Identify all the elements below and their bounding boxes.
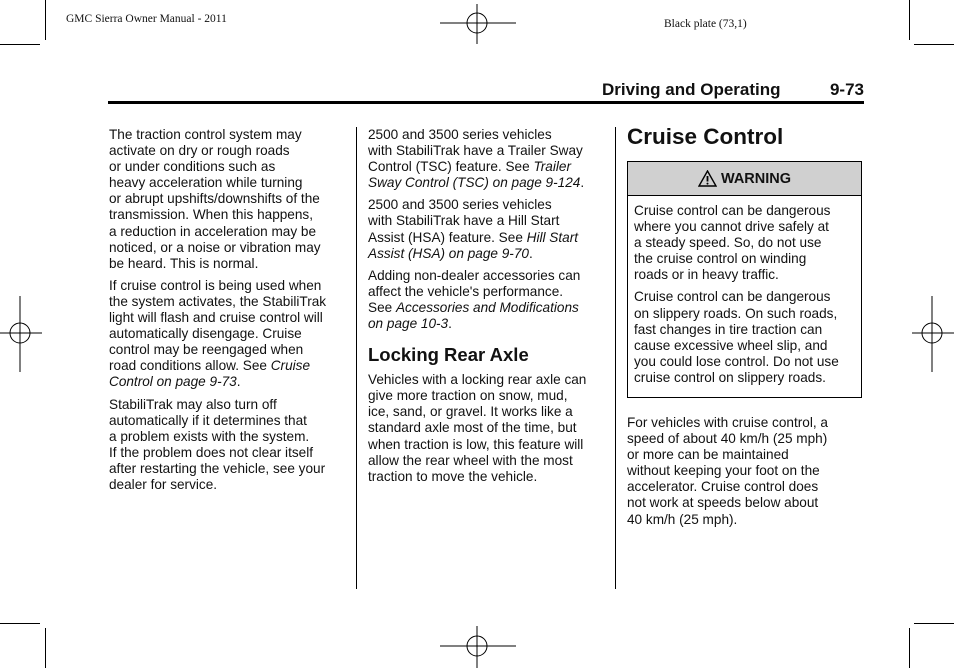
text-run: Assist (HSA) feature. See bbox=[368, 229, 527, 245]
text-line: a reduction in acceleration may be bbox=[109, 223, 317, 239]
text-line: cause excessive wheel slip, and bbox=[634, 337, 828, 353]
text-line bbox=[368, 316, 608, 332]
text-run: . bbox=[580, 175, 585, 191]
cross-reference-link[interactable]: Sway Control (TSC) on page 9-124 bbox=[368, 175, 581, 191]
text-line: The traction control system may bbox=[109, 127, 302, 142]
text-line: StabiliTrak may also turn off bbox=[109, 396, 277, 412]
text-run: road conditions allow. See bbox=[109, 358, 271, 374]
registration-mark-top bbox=[440, 4, 516, 44]
text-line: fast changes in tire traction can bbox=[634, 321, 823, 337]
text-run: . bbox=[236, 374, 241, 390]
text-line: or under conditions such as bbox=[109, 159, 276, 175]
text-line: roads or in heavy traffic. bbox=[634, 267, 779, 283]
column-1 bbox=[109, 127, 349, 499]
cross-reference-link[interactable]: Accessories and Modifications bbox=[395, 299, 579, 315]
text-line: noticed, or a noise or vibration may bbox=[109, 239, 321, 255]
text-line: without keeping your foot on the bbox=[627, 463, 820, 479]
warning-body bbox=[628, 196, 861, 386]
cross-reference-link[interactable]: Control on page 9-73 bbox=[109, 374, 237, 390]
crop-mark bbox=[45, 0, 46, 40]
crop-mark bbox=[914, 623, 954, 624]
text-line: with StabiliTrak have a Hill Start bbox=[368, 213, 560, 229]
plate-label: Black plate (73,1) bbox=[664, 18, 747, 30]
text-line bbox=[109, 374, 349, 390]
column-3-body bbox=[627, 415, 867, 534]
registration-mark-bottom bbox=[440, 626, 516, 668]
text-line: a steady speed. So, do not use bbox=[634, 235, 822, 251]
text-line: Vehicles with a locking rear axle can bbox=[368, 372, 587, 388]
cross-reference-link[interactable]: Trailer bbox=[533, 159, 571, 175]
crop-mark bbox=[909, 628, 910, 668]
text-line: traction to move the vehicle. bbox=[368, 468, 538, 484]
warning-header bbox=[628, 162, 861, 196]
crop-mark bbox=[909, 0, 910, 40]
text-line: accelerator. Cruise control does bbox=[627, 479, 819, 495]
text-line: transmission. When this happens, bbox=[109, 207, 314, 223]
text-run: Control (TSC) feature. See bbox=[368, 159, 534, 175]
page-heading: Cruise Control bbox=[627, 124, 784, 149]
crop-mark bbox=[0, 623, 40, 624]
text-run: . bbox=[528, 245, 533, 261]
text-run: . bbox=[448, 316, 452, 332]
text-line: with StabiliTrak have a Trailer Sway bbox=[368, 143, 583, 159]
header-rule bbox=[108, 101, 864, 104]
text-line: when traction is low, this feature will bbox=[368, 436, 584, 452]
paragraph-stabilitrak-off bbox=[109, 397, 349, 494]
warning-paragraph bbox=[634, 203, 855, 283]
cross-reference-link[interactable]: Cruise bbox=[270, 358, 310, 374]
text-line: activate on dry or rough roads bbox=[109, 143, 290, 159]
text-line: or more can be maintained bbox=[627, 447, 789, 463]
text-line: you could lose control. Do not use bbox=[634, 353, 839, 369]
text-line: 2500 and 3500 series vehicles bbox=[368, 197, 552, 213]
text-line: not work at speeds below about bbox=[627, 495, 819, 511]
paragraph-cruise-description bbox=[627, 415, 867, 528]
paragraph-accessories bbox=[368, 268, 608, 332]
column-divider bbox=[356, 127, 357, 589]
manual-title: GMC Sierra Owner Manual - 2011 bbox=[66, 13, 227, 25]
text-line: 40 km/h (25 mph). bbox=[627, 511, 738, 527]
text-line: after restarting the vehicle, see your bbox=[109, 460, 326, 476]
paragraph-locking-axle bbox=[368, 372, 608, 485]
text-line bbox=[368, 175, 608, 191]
section-title: Driving and Operating bbox=[602, 80, 781, 99]
warning-icon bbox=[698, 170, 717, 187]
text-run: See bbox=[368, 299, 396, 315]
section-heading: Locking Rear Axle bbox=[368, 344, 529, 366]
text-line: ice, sand, or gravel. It works like a bbox=[368, 404, 573, 420]
text-line: the cruise control on winding bbox=[634, 251, 807, 267]
text-line: Cruise control can be dangerous bbox=[634, 203, 831, 218]
text-line bbox=[109, 358, 349, 374]
paragraph-hill-start bbox=[368, 197, 608, 261]
text-line: cruise control on slippery roads. bbox=[634, 369, 826, 385]
text-line bbox=[368, 300, 608, 316]
column-divider bbox=[615, 127, 616, 589]
text-line bbox=[368, 159, 608, 175]
paragraph-cruise-disengage bbox=[109, 278, 349, 391]
text-line: a problem exists with the system. bbox=[109, 428, 310, 444]
text-line: automatically if it determines that bbox=[109, 412, 307, 428]
text-line: affect the vehicle's performance. bbox=[368, 283, 564, 299]
registration-mark-left bbox=[0, 296, 42, 372]
text-line: give more traction on snow, mud, bbox=[368, 388, 568, 404]
text-line: control may be reengaged when bbox=[109, 342, 304, 358]
text-line: or abrupt upshifts/downshifts of the bbox=[109, 191, 320, 207]
text-line: dealer for service. bbox=[109, 476, 218, 492]
text-line: Adding non-dealer accessories can bbox=[368, 267, 581, 283]
text-line: 2500 and 3500 series vehicles bbox=[368, 127, 552, 142]
text-line: allow the rear wheel with the most bbox=[368, 452, 573, 468]
page-number: 9-73 bbox=[829, 80, 864, 99]
text-line: If cruise control is being used when bbox=[109, 277, 322, 293]
warning-box bbox=[627, 161, 862, 398]
text-line: light will flash and cruise control will bbox=[109, 310, 323, 326]
cross-reference-link[interactable]: Hill Start bbox=[526, 229, 579, 245]
text-line: Cruise control can be dangerous bbox=[634, 289, 831, 305]
text-line bbox=[368, 230, 608, 246]
cross-reference-link[interactable]: on page 10-3 bbox=[368, 316, 449, 332]
crop-mark bbox=[45, 628, 46, 668]
text-line: the system activates, the StabiliTrak bbox=[109, 293, 327, 309]
column-2 bbox=[368, 127, 608, 491]
warning-label: WARNING bbox=[720, 170, 792, 187]
cross-reference-link[interactable]: Assist (HSA) on page 9-70 bbox=[368, 245, 529, 261]
text-line: For vehicles with cruise control, a bbox=[627, 415, 828, 430]
text-line: speed of about 40 km/h (25 mph) bbox=[627, 431, 828, 447]
paragraph-trailer-sway bbox=[368, 127, 608, 191]
text-line: where you cannot drive safely at bbox=[634, 219, 829, 235]
text-line: If the problem does not clear itself bbox=[109, 444, 314, 460]
text-line: automatically disengage. Cruise bbox=[109, 326, 302, 342]
text-line: on slippery roads. On such roads, bbox=[634, 305, 838, 321]
paragraph-traction-control bbox=[109, 127, 349, 272]
text-line: be heard. This is normal. bbox=[109, 255, 259, 271]
text-line: standard axle most of the time, but bbox=[368, 420, 577, 436]
text-line: heavy acceleration while turning bbox=[109, 175, 303, 191]
registration-mark-right bbox=[912, 296, 954, 372]
crop-mark bbox=[0, 44, 40, 45]
text-line bbox=[368, 246, 608, 262]
warning-paragraph bbox=[634, 289, 855, 386]
crop-mark bbox=[914, 44, 954, 45]
